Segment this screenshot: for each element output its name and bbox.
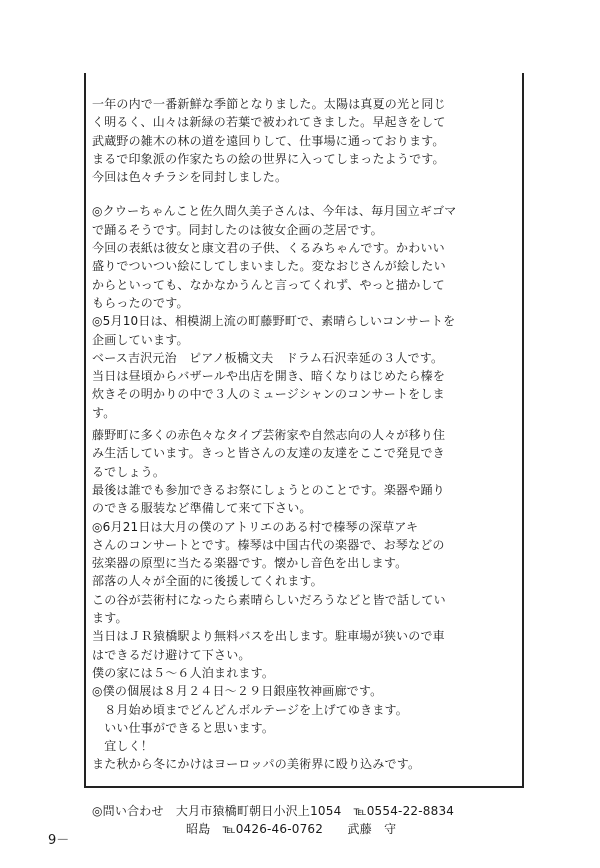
text-line: はできるだけ避けて下さい。 [92,647,251,662]
text-line: ます。 [92,611,128,626]
text-line: ８月始め頃までどんどんボルテージを上げてゆきます。 [92,702,409,717]
text-line: ◎6月21日は大月の僕のアトリエのある村で榛琴の深草アキ [92,519,419,534]
paragraph-june-concert [92,518,522,683]
text-line: 僕の家には５～６人泊まれます。 [92,665,275,680]
text-line: 盛りでついつい絵にしてしまいました。変なおじさんが絵したい [92,259,446,274]
text-line: 弦楽器の原型に当たる楽器です。懐かし音色を出します。 [92,556,408,571]
contact-name: 昭島 ℡0426-46-0762 武藤 守 [186,821,397,836]
text-line: 藤野町に多くの赤色々なタイプ芸術家や自然志向の人々が移り住 [92,428,446,443]
text-line: のできる服装など準備して来て下さい。 [92,501,312,516]
text-line: 部落の人々が全面的に後援してくれます。 [92,574,323,589]
text-line: 宜しく！ [92,739,154,754]
text-line: 武蔵野の雑木の林の道を遠回りして、仕事場に通っております。 [92,133,445,148]
text-line: この谷が芸術村になったら素晴らしいだろうなどと皆で話してい [92,592,446,607]
text-line: 一年の内で一番新鮮な季節となりました。太陽は真夏の光と同じ [92,97,446,111]
paragraph-intro [92,95,522,186]
text-line: からといっても、なかなかうんと言ってくれず、やっと描かして [92,277,445,292]
text-line: 当日は昼頃からバザールや出店を開き、暗くなりはじめたら榛を [92,369,446,384]
text-line: さんのコンサートとです。榛琴は中国古代の楽器で、お琴などの [92,537,445,552]
paragraph-may-concert [92,312,522,422]
text-line: ◎クウーちゃんこと佐久間久美子さんは、今年は、毎月国立ギゴマ [92,204,457,219]
text-line: 当日はＪＲ猿橋駅より無料バスを出します。駐車場が狭いので車 [92,629,445,644]
text-line: す。 [92,405,116,420]
text-line: 今回は色々チラシを同封しました。 [92,170,288,185]
text-line: るでしょう。 [92,464,166,479]
text-line: で踊るそうです。同封したのは彼女企画の芝居です。 [92,222,383,237]
contact-info [92,802,522,839]
text-line: ベース吉沢元治 ピアノ板橋文夫 ドラム石沢幸延の３人です。 [92,350,444,365]
text-line: 最後は誰でも参加できるお祭にしょうとのことです。楽器や踊り [92,482,445,497]
contact-address: ◎問い合わせ 大月市猿橋町朝日小沢上1054 ℡0554-22-8834 [92,803,455,818]
text-line: 炊きその明かりの中で３人のミュージシャンのコンサートをしま [92,387,445,402]
text-line: く明るく、山々は新緑の若葉で被われてきました。早起きをして [92,115,446,130]
text-line: ◎僕の個展は８月２４日～２９日銀座牧神画廊です。 [92,684,383,699]
newsletter-body [92,95,522,838]
text-line: もらったのです。 [92,295,189,310]
text-line: 今回の表紙は彼女と康文君の子供、くるみちゃんです。かわいい [92,241,445,256]
paragraph-exhibition [92,682,522,773]
page-number: 9－ [48,833,70,848]
text-line: ◎5月10日は、相模湖上流の町藤野町で、素晴らしいコンサートを [92,314,456,329]
text-line: み生活しています。きっと皆さんの友達の友達をここで発見でき [92,446,445,461]
text-line: まるで印象派の作家たちの絵の世界に入ってしまったようです。 [92,151,445,166]
text-line: また秋から冬にかけはヨーロッパの美術界に殴り込みです。 [92,757,421,772]
paragraph-fujino [92,426,522,517]
text-line: 企画しています。 [92,332,189,347]
text-line: いい仕事ができると思います。 [92,720,275,735]
paragraph-kuu-chan [92,202,522,312]
